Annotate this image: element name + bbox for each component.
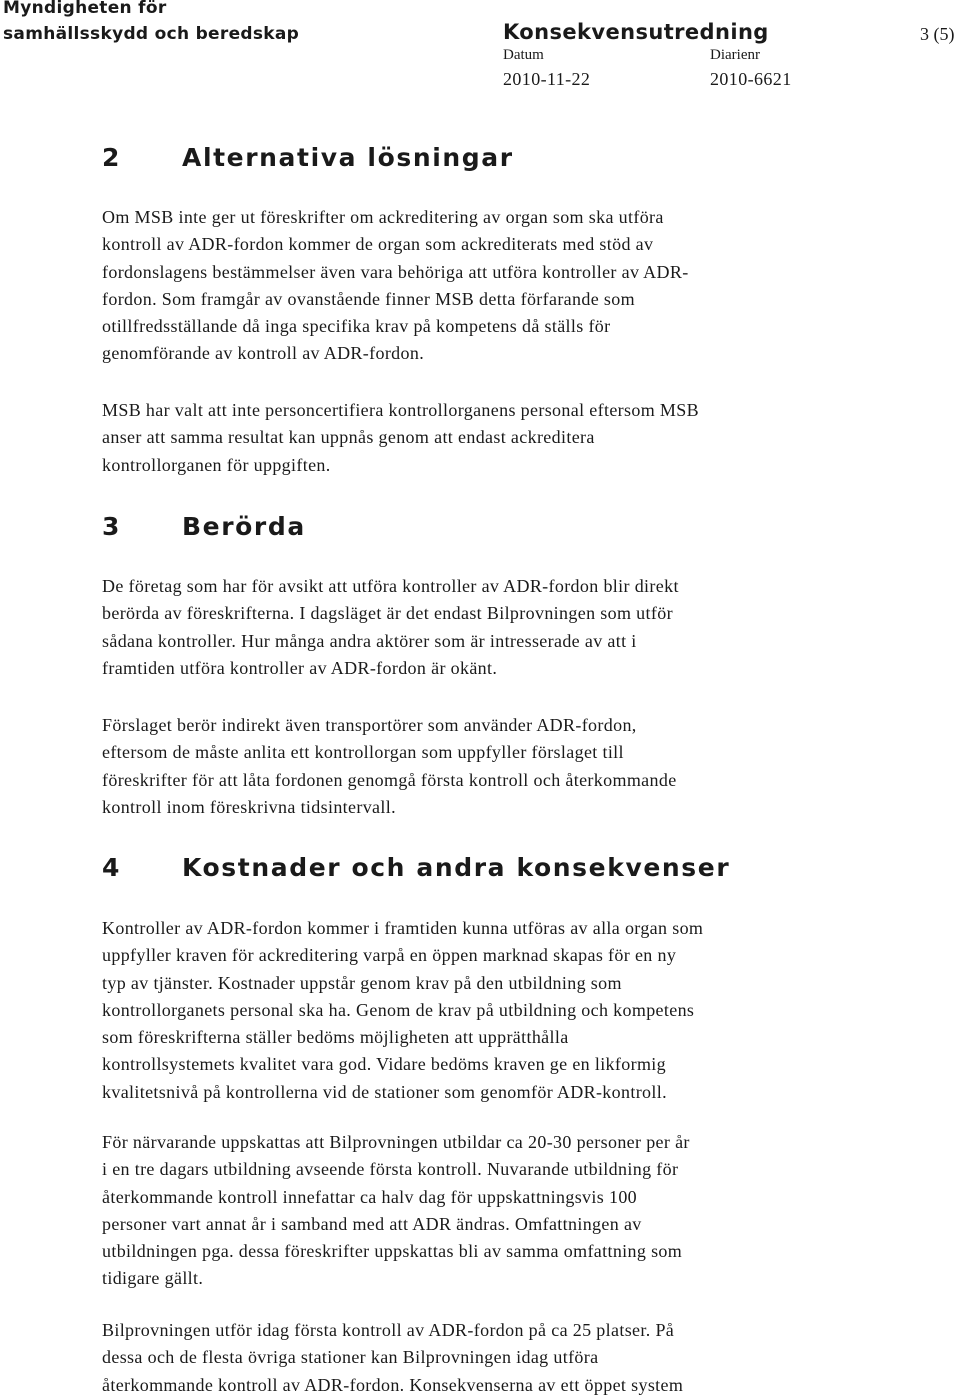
text-line: personer vart annat år i samband med att ADR ändras. Omfattningen av: [102, 1213, 642, 1234]
text-line: tidigare gällt.: [102, 1268, 204, 1289]
diarie-value: 2010-6621: [710, 69, 792, 89]
date-label: Datum: [503, 47, 544, 63]
text-line: framtiden utföra kontroller av ADR-fordon är okänt.: [102, 657, 498, 678]
paragraph: [102, 573, 822, 682]
text-line: Förslaget berör indirekt även transportörer som använder ADR-fordon,: [102, 715, 637, 735]
text-line: kontrollorganen för uppgiften.: [102, 454, 331, 475]
paragraph: [102, 1129, 822, 1293]
text-line: berörda av föreskrifterna. I dagsläget är det endast Bilprovningen som utför: [102, 603, 673, 624]
text-line: anser att samma resultat kan uppnås genom att endast ackreditera: [102, 427, 595, 448]
text-line: återkommande kontroll innefattar ca halv dag för uppskattningsvis 100: [102, 1186, 638, 1207]
section-number: 4: [102, 853, 121, 882]
text-line: Kontroller av ADR-fordon kommer i framtiden kunna utföras av alla organ som: [102, 918, 704, 938]
text-line: återkommande kontroll av ADR-fordon. Konsekvenserna av ett öppet system: [102, 1374, 684, 1395]
section-heading: [102, 512, 306, 541]
text-line: uppfyller kraven för ackreditering varpå en öppen marknad skapas för en ny: [102, 945, 677, 966]
text-line: dessa och de flesta övriga stationer kan Bilprovningen idag utföra: [102, 1347, 599, 1368]
paragraph: [102, 397, 822, 479]
text-line: Bilprovningen utför idag första kontroll av ADR-fordon på ca 25 platser. På: [102, 1320, 675, 1340]
text-line: genomförande av kontroll av ADR-fordon.: [102, 343, 425, 364]
text-line: typ av tjänster. Kostnader uppstår genom krav på den utbildning som: [102, 972, 622, 993]
text-line: fordonslagens bestämmelser även vara behöriga att utföra kontroller av ADR-: [102, 261, 689, 282]
date-value: 2010-11-22: [503, 69, 591, 89]
org-name-line2: samhällsskydd och beredskap: [3, 24, 300, 44]
section-title: Berörda: [182, 512, 306, 541]
paragraph: [102, 915, 822, 1106]
paragraph: [102, 204, 822, 368]
text-line: som föreskrifterna ställer bedöms möjligheten att upprätthålla: [102, 1027, 569, 1048]
text-line: sådana kontroller. Hur många andra aktörer som är intresserade av att i: [102, 630, 637, 651]
diarie-label: Diarienr: [710, 47, 760, 63]
text-line: kontrollsystemets kvalitet vara god. Vidare bedöms kraven ge en likformig: [102, 1054, 667, 1075]
text-line: kontroll av ADR-fordon kommer de organ som ackrediterats med stöd av: [102, 234, 654, 255]
text-line: MSB har valt att inte personcertifiera kontrollorganens personal eftersom MSB: [102, 400, 699, 420]
text-line: kontrollorganets personal ska ha. Genom de krav på utbildning och kompetens: [102, 999, 695, 1020]
paragraph: [102, 1317, 822, 1399]
section-heading: [102, 143, 514, 172]
org-name-line1: Myndigheten för: [3, 0, 167, 18]
text-line: otillfredsställande då inga specifika krav på kompetens då ställs för: [102, 316, 611, 337]
document-title: Konsekvensutredning: [503, 20, 769, 44]
section-number: 3: [102, 512, 121, 541]
page-number: 3 (5): [920, 24, 955, 44]
text-line: fordon. Som framgår av ovanstående finner MSB detta förfarande som: [102, 288, 635, 309]
section-heading: [102, 853, 730, 882]
section-title: Kostnader och andra konsekvenser: [182, 853, 731, 882]
section-number: 2: [102, 143, 121, 172]
text-line: De företag som har för avsikt att utföra kontroller av ADR-fordon blir direkt: [102, 576, 679, 596]
text-line: i en tre dagars utbildning avseende första kontroll. Nuvarande utbildning för: [102, 1159, 679, 1180]
text-line: föreskrifter för att låta fordonen genomgå första kontroll och återkommande: [102, 769, 677, 790]
section-title: Alternativa lösningar: [182, 143, 514, 172]
text-line: eftersom de måste anlita ett kontrollorgan som uppfyller förslaget till: [102, 742, 624, 763]
text-line: kvalitetsnivå på kontrollerna vid de stationer som genomför ADR-kontroll.: [102, 1081, 667, 1102]
text-line: Om MSB inte ger ut föreskrifter om ackreditering av organ som ska utföra: [102, 207, 664, 227]
text-line: För närvarande uppskattas att Bilprovningen utbildar ca 20-30 personer per år: [102, 1132, 690, 1152]
text-line: utbildningen pga. dessa föreskrifter uppskattas bli av samma omfattning som: [102, 1241, 683, 1262]
text-line: kontroll inom föreskrivna tidsintervall.: [102, 796, 396, 817]
paragraph: [102, 712, 822, 821]
